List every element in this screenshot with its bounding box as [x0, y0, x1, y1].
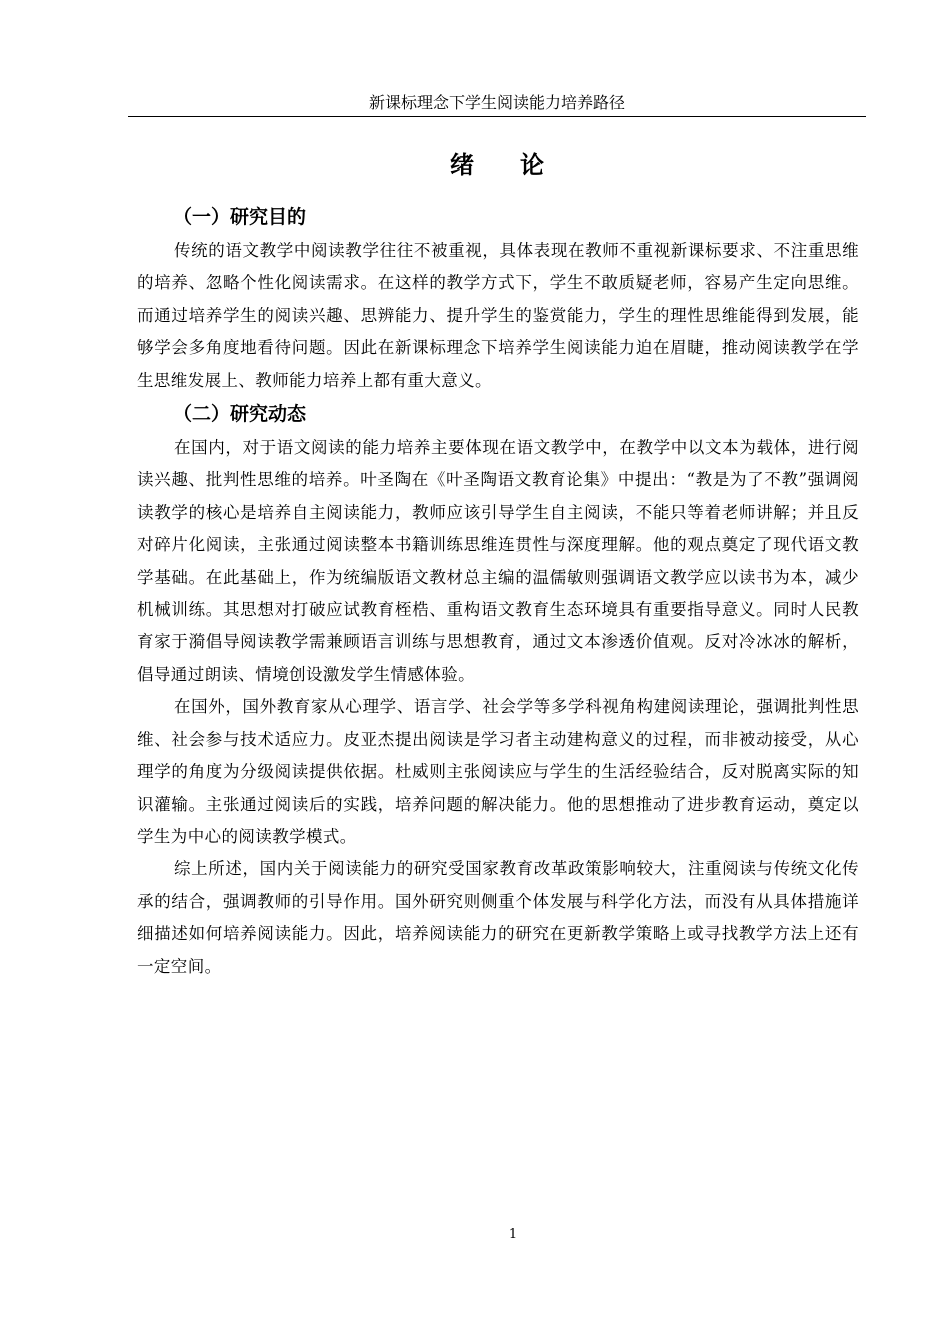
page-number: 1 — [508, 1227, 518, 1242]
document-body — [137, 200, 859, 983]
section-heading-purpose: （一）研究目的 — [173, 206, 307, 228]
paragraph-purpose: 传统的语文教学中阅读教学往往不被重视，具体表现在教师不重视新课标要求、不注重思维的培养、忽略个性化阅读需求。在这样的教学方式下，学生不敢质疑老师，容易产生定向思维。而通过培养学生的阅读兴趣、思辨能力、提升学生的鉴赏能力，学生的理性思维能得到发展，能够学会多角度地看待问题。因此在新课标理念下培养学生阅读能力迫在眉睫，推动阅读教学在学生思维发展上、教师能力培养上都有重大意义。 — [137, 241, 859, 390]
section-heading-trends: （二）研究动态 — [173, 403, 307, 426]
running-header: 新课标理念下学生阅读能力培养路径 — [128, 92, 866, 117]
chapter-title: 绪论 — [450, 151, 590, 179]
paragraph-foreign: 在国外，国外教育家从心理学、语言学、社会学等多学科视角构建阅读理论，强调批判性思维、社会参与技术适应力。皮亚杰提出阅读是学习者主动建构意义的过程，而非被动接受，从心理学的角度为分级阅读提供依据。杜威则主张阅读应与学生的生活经验结合，反对脱离实际的知识灌输。主张通过阅读后的实践，培养问题的解决能力。他的思想推动了进步教育运动，奠定以学生为中心的阅读教学模式。 — [137, 697, 859, 846]
paragraph-domestic: 在国内，对于语文阅读的能力培养主要体现在语文教学中，在教学中以文本为载体，进行阅读兴趣、批判性思维的培养。叶圣陶在《叶圣陶语文教育论集》中提出：“教是为了不教”强调阅读教学的核心是培养自主阅读能力，教师应该引导学生自主阅读，不能只等着老师讲解；并且反对碎片化阅读，主张通过阅读整本书籍训练思维连贯性与深度理解。他的观点奠定了现代语文教学基础。在此基础上，作为统编版语文教材总主编的温儒敏则强调语文教学应以读书为本，减少机械训练。其思想对打破应试教育桎梏、重构语文教育生态环境具有重要指导意义。同时人民教育家于漪倡导阅读教学需兼顾语言训练与思想教育，通过文本渗透价值观。反对冷冰冰的解析，倡导通过朗读、情境创设激发学生情感体验。 — [137, 438, 859, 684]
paragraph-summary: 综上所述，国内关于阅读能力的研究受国家教育改革政策影响较大，注重阅读与传统文化传承的结合，强调教师的引导作用。国外研究则侧重个体发展与科学化方法，而没有从具体措施详细描述如何培养阅读能力。因此，培养阅读能力的研究在更新教学策略上或寻找教学方法上还有一定空间。 — [137, 859, 859, 976]
